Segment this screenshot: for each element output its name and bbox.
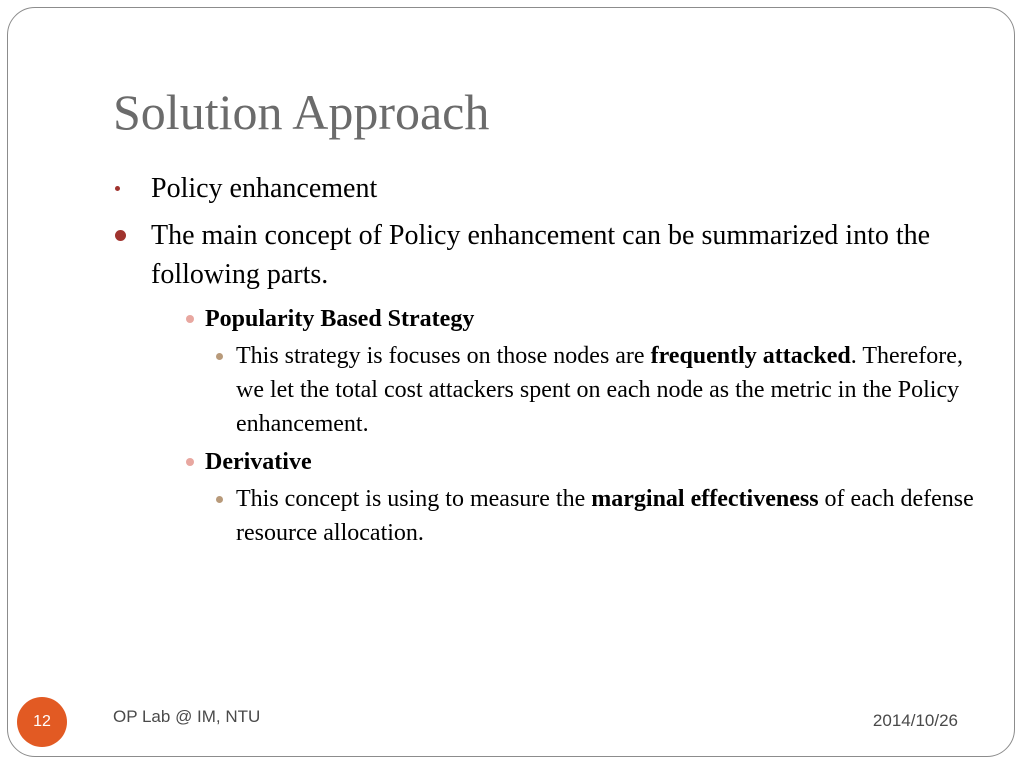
sub-heading-derivative	[186, 445, 980, 479]
detail-bullet-dot-icon	[216, 353, 223, 360]
bullet-text-2: The main concept of Policy enhancement can be summarized into the following parts.	[151, 220, 931, 290]
bullet-dot-icon	[115, 230, 126, 241]
bullet-dot-icon	[115, 186, 120, 191]
detail-derivative	[216, 482, 980, 550]
detail-popularity	[216, 339, 980, 441]
sub-bullet-dot-icon	[186, 315, 194, 323]
sub-bullet-dot-icon	[186, 458, 194, 466]
detail-text-after-1: . Therefore, we let the total cost attackers spent on each node as the metric in the Policy enhancement.	[236, 343, 963, 437]
detail-text-before-1: This strategy is focuses on those nodes are	[236, 343, 651, 369]
detail-text-after-2: of each defense resource allocation.	[236, 486, 974, 546]
detail-text-bold-2: marginal effectiveness	[591, 486, 819, 512]
detail-bullet-dot-icon	[216, 496, 223, 503]
sub-heading-text-1: Popularity Based Strategy	[205, 306, 475, 332]
sub-heading-text-2: Derivative	[205, 449, 312, 475]
bullet-item-2	[110, 216, 980, 294]
detail-text-bold-1: frequently attacked	[650, 343, 851, 369]
slide-content	[110, 169, 980, 554]
page-number-badge: 12	[17, 697, 67, 747]
bullet-item-1	[110, 169, 980, 208]
slide-title: Solution Approach	[113, 84, 490, 140]
sub-heading-popularity	[186, 302, 980, 336]
detail-text-before-2: This concept is using to measure the	[236, 486, 592, 512]
footer-date: 2014/10/26	[872, 711, 958, 730]
bullet-text-1: Policy enhancement	[151, 173, 378, 204]
footer-org-text: OP Lab @ IM, NTU	[113, 707, 261, 726]
